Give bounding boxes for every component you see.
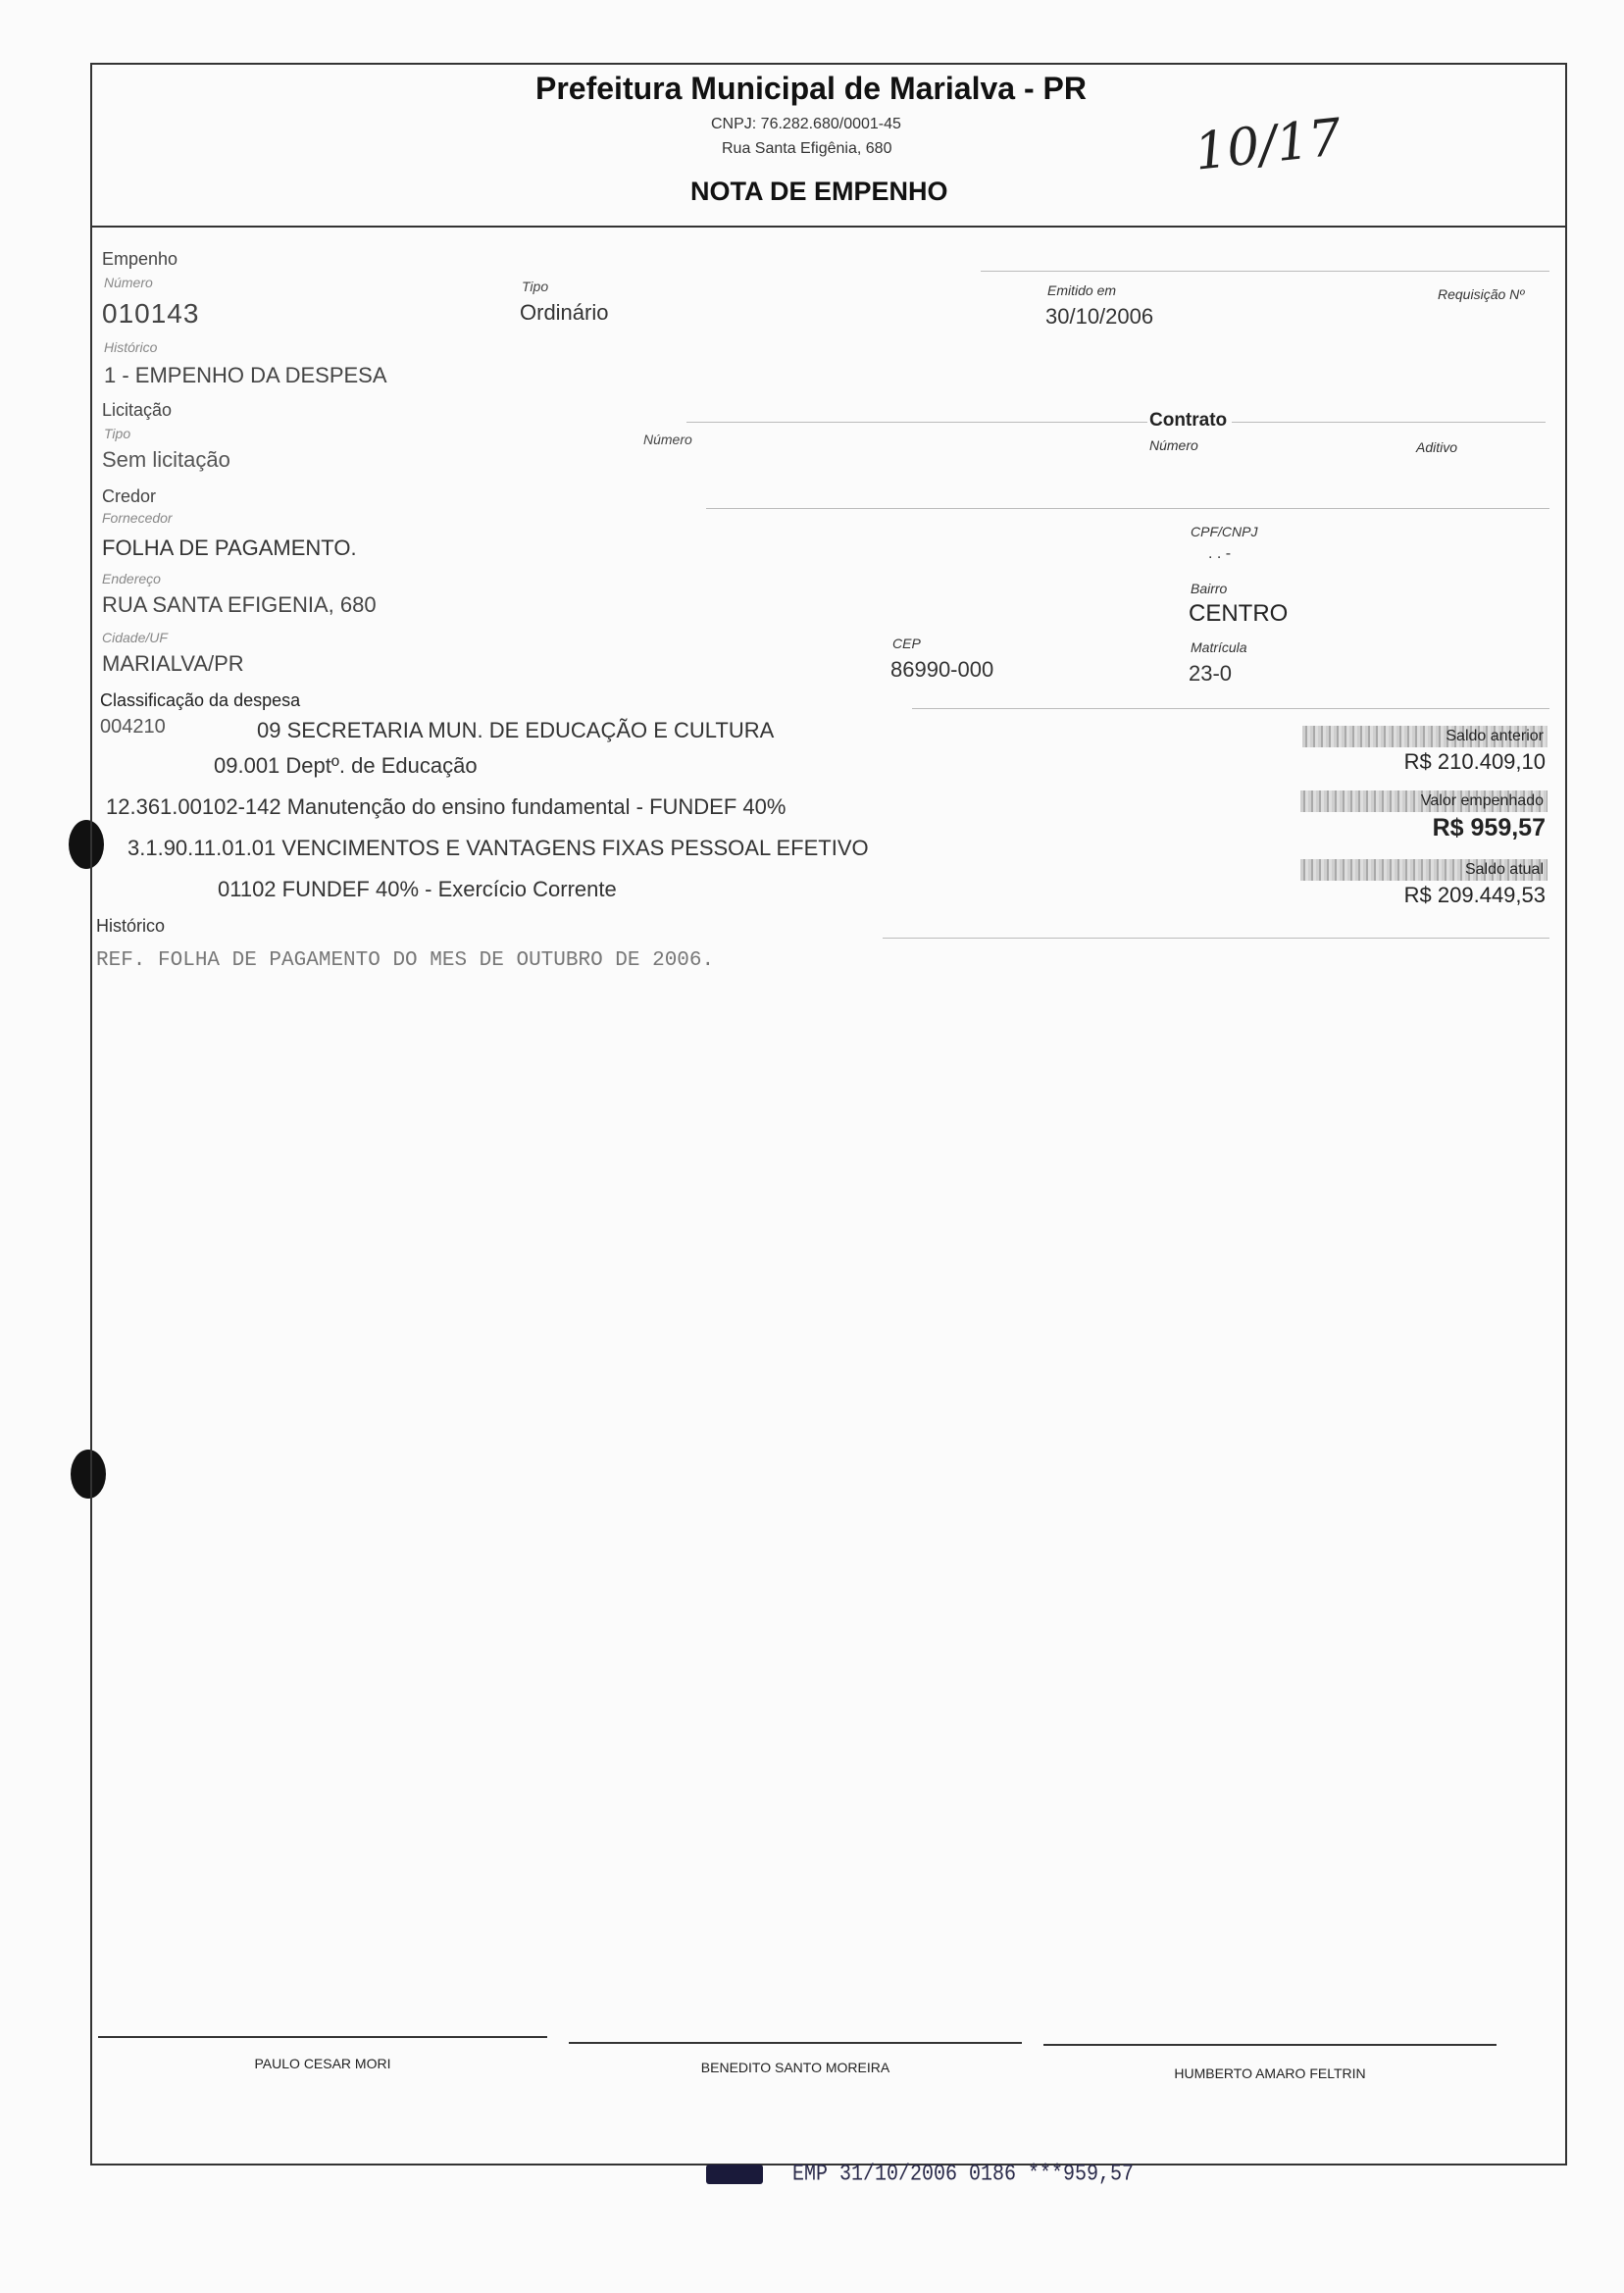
signature-line-2 [569,2042,1022,2044]
classificacao-code: 004210 [100,716,166,738]
cpf-cnpj-value: . . - [1208,545,1232,562]
empenho-numero-label: Número [104,275,153,290]
document-title: NOTA DE EMPENHO [690,177,948,206]
cnpj-text: CNPJ: 76.282.680/0001-45 [711,116,901,132]
saldo-anterior-label: Saldo anterior [1302,726,1548,747]
contrato-rule-left [686,422,1147,423]
emitido-value: 30/10/2006 [1045,304,1154,329]
tipo-value: Ordinário [520,300,609,325]
classificacao-unidade: 09.001 Deptº. de Educação [214,753,478,778]
matricula-label: Matrícula [1191,639,1247,655]
matricula-value: 23-0 [1189,661,1233,686]
aditivo-label: Aditivo [1416,439,1458,455]
historico-rule [883,938,1549,939]
classificacao-natureza: 3.1.90.11.01.01 VENCIMENTOS E VANTAGENS FIXAS PESSOAL EFETIVO [127,836,869,860]
licitacao-section-label: Licitação [102,400,173,420]
signature-line-3 [1043,2044,1497,2046]
empenho-section-label: Empenho [102,249,178,269]
fornecedor-value: FOLHA DE PAGAMENTO. [102,535,357,560]
processing-stamp: EMP 31/10/2006 0186 ***959,57 [792,2162,1135,2188]
cpf-cnpj-label: CPF/CNPJ [1191,524,1258,539]
empenho-historico-value: 1 - EMPENHO DA DESPESA [104,363,387,387]
signature-name-3: HUMBERTO AMARO FELTRIN [1174,2065,1366,2081]
credor-section-label: Credor [102,486,157,506]
licitacao-tipo-label: Tipo [104,426,131,441]
empenho-numero: 010143 [102,298,200,329]
classificacao-fonte: 01102 FUNDEF 40% - Exercício Corrente [218,877,617,901]
historico-section-label: Histórico [96,916,166,936]
historico-text: REF. FOLHA DE PAGAMENTO DO MES DE OUTUBRO DE 2006. [96,949,715,972]
signature-name-2: BENEDITO SANTO MOREIRA [700,2060,890,2075]
contrato-rule-right [1232,422,1546,423]
header-divider [90,226,1565,228]
saldo-anterior-value: R$ 210.409,10 [1403,749,1546,774]
cep-value: 86990-000 [890,657,994,682]
cidade-label: Cidade/UF [102,630,168,645]
valor-empenhado-value: R$ 959,57 [1432,814,1546,841]
page-title: Prefeitura Municipal de Marialva - PR [535,71,1087,106]
empenho-rule [981,271,1549,272]
bairro-value: CENTRO [1189,600,1289,627]
stamp-mark-icon [706,2165,763,2184]
signature-line-1 [98,2036,547,2038]
endereco-value: RUA SANTA EFIGENIA, 680 [102,592,377,617]
classificacao-rule [912,708,1549,709]
bairro-label: Bairro [1191,581,1228,596]
address-text: Rua Santa Efigênia, 680 [722,140,892,157]
requisicao-label: Requisição Nº [1438,286,1525,302]
endereco-label: Endereço [102,571,161,586]
empenho-historico-label: Histórico [104,339,158,355]
contrato-numero-label: Número [1149,437,1198,453]
licitacao-tipo-value: Sem licitação [102,447,230,472]
licitacao-numero-label: Número [643,432,692,447]
classificacao-funcional: 12.361.00102-142 Manutenção do ensino fundamental - FUNDEF 40% [106,794,787,819]
saldo-atual-value: R$ 209.449,53 [1403,883,1546,907]
handwritten-note: 10/17 [1192,108,1345,182]
signature-name-1: PAULO CESAR MORI [254,2056,391,2071]
saldo-atual-label: Saldo atual [1300,859,1548,881]
credor-rule [706,508,1549,509]
tipo-label: Tipo [522,279,549,294]
cep-label: CEP [892,636,921,651]
contrato-label: Contrato [1149,410,1228,431]
valor-empenhado-label: Valor empenhado [1300,790,1548,812]
cidade-value: MARIALVA/PR [102,651,244,676]
classificacao-orgao: 09 SECRETARIA MUN. DE EDUCAÇÃO E CULTURA [257,718,775,742]
fornecedor-label: Fornecedor [102,510,173,526]
classificacao-section-label: Classificação da despesa [100,690,301,710]
emitido-label: Emitido em [1047,282,1117,298]
